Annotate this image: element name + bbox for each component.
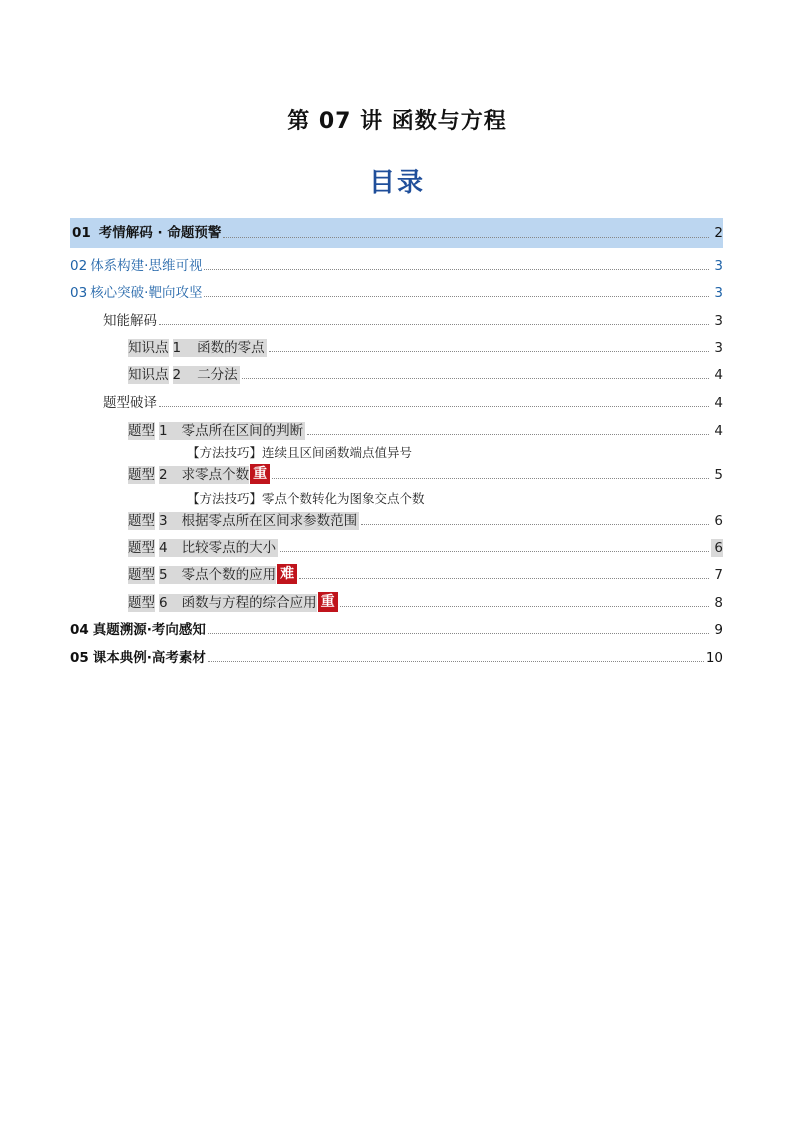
toc-entry-title: 函数与方程的综合应用 (181, 595, 317, 611)
toc-entry-page: 9 (714, 622, 723, 638)
toc-entry-title: 求零点个数 (181, 467, 250, 483)
toc-entry-type-2[interactable] (70, 464, 723, 484)
toc-entry-prefix: 知识点 (128, 340, 169, 356)
toc-entry-number: 01 (72, 225, 91, 241)
toc-entry-title: 真题溯源·考向感知 (92, 622, 206, 638)
toc-entry-prefix: 题型 (128, 423, 155, 439)
dot-leader (242, 378, 709, 379)
toc-entry-page: 4 (714, 367, 723, 383)
toc-entry-number: 3 (159, 512, 182, 530)
dot-leader (208, 661, 704, 662)
toc-entry-page: 3 (714, 340, 723, 356)
toc-entry-type-5[interactable] (70, 564, 723, 584)
toc-entry-04[interactable] (70, 619, 723, 639)
toc-entry-page: 7 (714, 567, 723, 583)
toc-entry-page: 6 (714, 513, 723, 529)
toc-entry-title: 题型破译 (103, 395, 157, 411)
toc-entry-title: 考情解码 · 命题预警 (98, 225, 222, 241)
toc-entry-page: 8 (714, 595, 723, 611)
dot-leader (204, 296, 709, 297)
toc-entry-01[interactable] (70, 218, 723, 248)
toc-entry-prefix: 题型 (128, 540, 155, 556)
toc-entry-title: 零点个数的应用 (181, 567, 277, 583)
toc-entry-type-1[interactable] (70, 420, 723, 440)
dot-leader (307, 434, 709, 435)
toc-entry-page: 3 (714, 313, 723, 329)
difficulty-badge: 难 (277, 564, 297, 584)
key-badge: 重 (318, 592, 338, 612)
toc-entry-page: 2 (714, 225, 723, 241)
toc-entry-prefix: 题型 (128, 467, 155, 483)
dot-leader (280, 551, 709, 552)
method-tip-1: 【方法技巧】连续且区间函数端点值异号 (187, 445, 413, 460)
toc-entry-page: 6 (711, 539, 723, 557)
toc-entry-title: 零点所在区间的判断 (181, 423, 304, 439)
toc-entry-title: 体系构建·思维可视 (90, 258, 203, 274)
toc-entry-prefix: 题型 (128, 595, 155, 611)
dot-leader (159, 406, 709, 407)
toc-entry-knowledge[interactable] (70, 310, 723, 330)
toc-entry-03[interactable] (70, 282, 723, 302)
toc-entry-page: 5 (714, 467, 723, 483)
toc-entry-prefix: 题型 (128, 513, 155, 529)
toc-entry-number: 4 (159, 539, 182, 557)
toc-entry-title: 函数的零点 (197, 340, 265, 356)
toc-heading: 目录 (368, 168, 425, 198)
toc-entry-title: 核心突破·靶向攻坚 (90, 285, 203, 301)
dot-leader (204, 269, 709, 270)
toc-entry-type-6[interactable] (70, 592, 723, 612)
dot-leader (340, 606, 709, 607)
toc-entry-prefix: 题型 (128, 567, 155, 583)
toc-entry-number: 05 (70, 650, 89, 666)
toc-entry-page: 4 (714, 395, 723, 411)
toc-entry-number: 6 (159, 594, 182, 612)
dot-leader (299, 578, 709, 579)
dot-leader (159, 324, 709, 325)
toc-entry-number: 1 (173, 339, 198, 357)
dot-leader (272, 478, 709, 479)
toc-entry-number: 2 (173, 366, 198, 384)
toc-entry-knowledge-point-1[interactable] (70, 337, 723, 357)
toc-entry-title: 知能解码 (103, 313, 157, 329)
toc-entry-page: 3 (714, 258, 723, 274)
toc-entry-prefix: 知识点 (128, 367, 169, 383)
toc-entry-title: 比较零点的大小 (181, 540, 277, 556)
toc-entry-page: 4 (714, 423, 723, 439)
toc-entry-knowledge-point-2[interactable] (70, 364, 723, 384)
method-tip-2: 【方法技巧】零点个数转化为图象交点个数 (187, 491, 425, 506)
toc-entry-number: 1 (159, 422, 182, 440)
toc-entry-type-4[interactable] (70, 537, 723, 557)
toc-entry-number: 04 (70, 622, 89, 638)
toc-entry-number: 5 (159, 566, 182, 584)
toc-entry-title: 二分法 (197, 367, 238, 383)
page-title: 第 07 讲 函数与方程 (287, 109, 507, 134)
toc-entry-02[interactable] (70, 255, 723, 275)
dot-leader (269, 351, 709, 352)
toc-entry-page: 10 (705, 650, 723, 666)
toc-entry-page: 3 (714, 285, 723, 301)
toc-entry-05[interactable] (70, 647, 723, 667)
toc-entry-question-types[interactable] (70, 392, 723, 412)
toc-entry-number: 02 (70, 258, 88, 274)
toc-entry-number: 2 (159, 466, 182, 484)
dot-leader (361, 524, 709, 525)
toc-entry-title: 根据零点所在区间求参数范围 (181, 513, 358, 529)
toc-entry-number: 03 (70, 285, 88, 301)
toc-entry-type-3[interactable] (70, 510, 723, 530)
dot-leader (208, 633, 709, 634)
dot-leader (223, 237, 709, 238)
toc-entry-title: 课本典例·高考素材 (92, 650, 206, 666)
key-badge: 重 (250, 464, 270, 484)
